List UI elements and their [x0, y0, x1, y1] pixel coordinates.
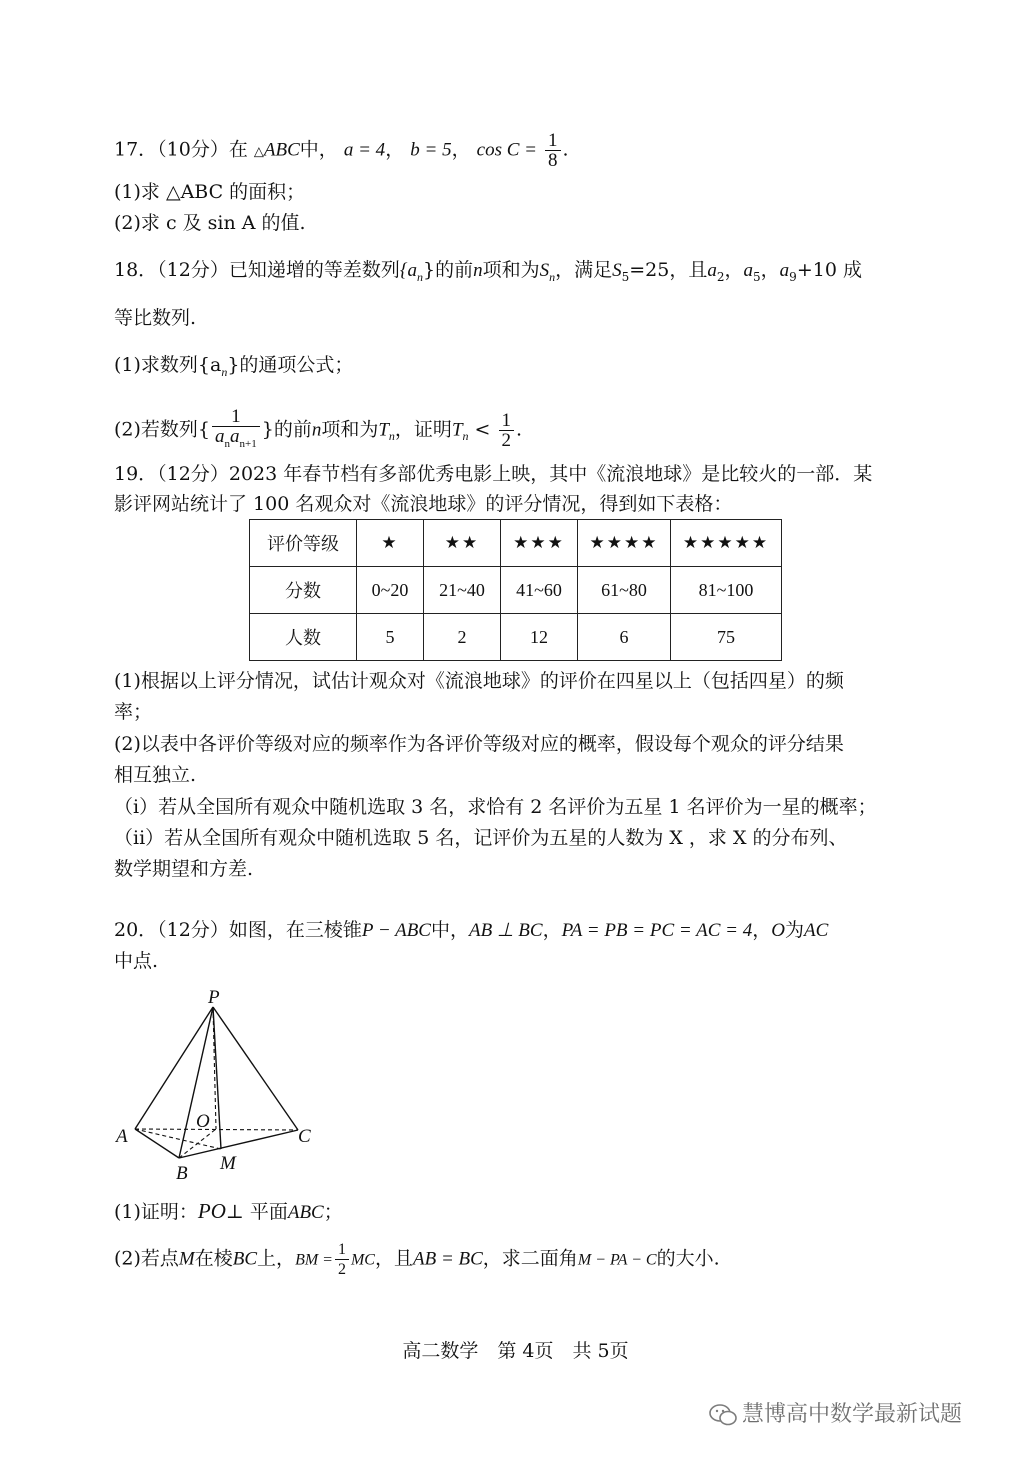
q19-line1: 19．（12分）2023 年春节档有多部优秀电影上映，其中《流浪地球》是比较火的一部．某: [114, 463, 873, 485]
q18-p2-text-d: ，证明: [394, 418, 452, 441]
q20-p1-text-a: (1)证明：: [114, 1201, 198, 1223]
q17-mid: 中，: [299, 138, 338, 161]
q18-p2-text-b: }的前: [261, 418, 312, 441]
q18-part1: [114, 351, 934, 386]
q18-p1-end: }的通项公式；: [227, 354, 354, 376]
table-cell: 12: [501, 614, 578, 661]
q19-part2-ii-a: （ii）若从全国所有观众中随机选取 5 名，记评价为五星的人数为 X ，求 X 的分布列、: [114, 827, 848, 849]
label-A: A: [116, 1126, 128, 1147]
q18-comma2: ，: [760, 259, 780, 281]
table-cell: 人数: [250, 614, 357, 661]
q18-n: n: [473, 260, 483, 281]
q18-text-e: =25，且: [629, 259, 708, 281]
table-cell: 0~20: [357, 567, 424, 614]
table-cell: 75: [671, 614, 782, 661]
q17-frac-num: 1: [545, 131, 561, 151]
q20-p2-abbc: AB = BC: [412, 1248, 483, 1270]
q20-perp: AB ⊥ BC: [469, 920, 543, 941]
q20-p2-angle: M − PA − C: [577, 1251, 657, 1269]
q18-seq-close: }: [422, 259, 436, 281]
pyramid-figure: [108, 985, 328, 1185]
q20-p2-bm: BM =: [295, 1251, 333, 1269]
table-cell: ★★★: [501, 520, 578, 567]
q18-p2-T2-sub: n: [462, 429, 469, 444]
q18-line1: [114, 256, 934, 291]
label-O: O: [196, 1111, 210, 1132]
q18-seq: {a: [399, 260, 417, 281]
table-cell: ★★★★: [578, 520, 671, 567]
q18-p2-half: [499, 411, 515, 450]
table-row-count: [250, 614, 782, 661]
q20-p2-fraction: [335, 1240, 349, 1279]
q20-text-c: ，: [542, 919, 562, 941]
q20-p2-text-a: (2)若点: [114, 1247, 179, 1270]
rating-table: [249, 519, 782, 661]
q20-p2-frac-num: 1: [335, 1240, 349, 1260]
watermark-text: 慧博高中数学最新试题: [742, 1402, 963, 1427]
q18-a2-sub: 2: [716, 269, 725, 284]
q20-line2: 中点.: [114, 950, 159, 972]
q19-part2-a: (2)以表中各评价等级对应的频率作为各评价等级对应的概率，假设每个观众的评分结果: [114, 733, 844, 755]
q20-head: 20．（12分）如图，在三棱锥: [114, 919, 362, 941]
q17-frac-den: 8: [548, 150, 558, 171]
q17-part2: (2)求 c 及 sin A 的值.: [114, 212, 306, 234]
q17-b-value: b = 5: [410, 139, 452, 161]
table-cell: 41~60: [501, 567, 578, 614]
label-M: M: [220, 1153, 236, 1174]
q18-p2-frac-den: [212, 427, 260, 454]
q17-line1: [114, 131, 934, 170]
q17-cos: cos C =: [476, 139, 537, 161]
table-cell: ★★: [424, 520, 501, 567]
q20-p2-text-c: 上，: [257, 1247, 296, 1270]
q20-text-b: 中，: [431, 919, 470, 941]
q17-sep2: ，: [451, 138, 471, 161]
q20-p2-text-f: 的大小.: [656, 1247, 720, 1270]
q18-S5: S: [612, 260, 622, 281]
q18-text-c: 项和为: [482, 259, 540, 281]
edge-PC: [213, 1007, 298, 1130]
q20-pyramid: P − ABC: [361, 920, 431, 941]
wechat-icon: [708, 1402, 738, 1428]
q19-part2-b: 相互独立.: [114, 764, 197, 786]
q18-p2-text-c: 项和为: [321, 418, 379, 441]
q18-a5: a: [743, 260, 754, 281]
label-C: C: [298, 1126, 311, 1147]
q20-part1: [114, 1197, 934, 1227]
q18-a2: a: [707, 260, 717, 281]
table-row-grade: [250, 520, 782, 567]
q18-p2-T: T: [378, 419, 389, 441]
watermark: [708, 1397, 962, 1428]
q18-p1-text: (1)求数列{a: [114, 354, 222, 376]
q18-p2-text-a: (2)若数列{: [114, 418, 211, 441]
q18-p1-sub: n: [221, 364, 228, 379]
q18-p2-fraction: [212, 407, 260, 454]
q18-S5-sub: 5: [621, 269, 630, 284]
triangle-symbol: △: [253, 144, 264, 160]
table-cell: 61~80: [578, 567, 671, 614]
q18-p2-den-a: a: [215, 426, 225, 447]
q19-part1-b: 率；: [114, 701, 153, 723]
q17-end: .: [562, 138, 569, 161]
q17-a-value: a = 4: [343, 139, 386, 161]
table-cell: 81~100: [671, 567, 782, 614]
q18-p2-end: .: [516, 418, 523, 441]
q20-O: O: [771, 920, 785, 941]
q18-p2-frac-num: 1: [212, 407, 260, 427]
q18-a5-sub: 5: [753, 269, 761, 284]
q18-p2-den-b: a: [230, 426, 240, 447]
q19-part2-ii-b: 数学期望和方差.: [114, 858, 254, 880]
q20-equality: PA = PB = PC = AC = 4: [561, 920, 753, 941]
table-cell: 2: [424, 614, 501, 661]
q18-S: S: [539, 260, 550, 281]
q17-abc: ABC: [263, 139, 300, 161]
q18-a9: a: [779, 260, 790, 281]
q18-comma1: ，: [724, 259, 744, 281]
table-cell: 5: [357, 614, 424, 661]
q18-p2-n: n: [311, 419, 322, 441]
table-cell: ★: [357, 520, 424, 567]
q17-part1: (1)求 △ABC 的面积；: [114, 181, 306, 203]
q20-p2-text-d: ，且: [374, 1247, 413, 1270]
q20-p2-mc: MC: [350, 1251, 375, 1269]
q17-fraction: [545, 131, 561, 170]
q18-p2-T2: T: [451, 419, 463, 441]
q20-p1-abc: ABC: [287, 1202, 324, 1223]
q20-part2: [114, 1240, 934, 1279]
q18-p2-T-sub: n: [388, 429, 395, 444]
segment-AM-dashed: [135, 1129, 221, 1149]
q20-p2-text-b: 在棱: [194, 1247, 233, 1270]
q18-p2-half-num: 1: [499, 411, 515, 431]
label-B: B: [176, 1163, 188, 1184]
q18-text-f: +10 成: [796, 259, 862, 281]
q18-head: 18．（12分）已知递增的等差数列: [114, 259, 400, 281]
q18-line2: 等比数列.: [114, 307, 197, 329]
q20-p2-BC: BC: [232, 1248, 258, 1270]
table-row-score: [250, 567, 782, 614]
table-cell: 21~40: [424, 567, 501, 614]
q17-head: 17．（10分）在: [114, 138, 248, 161]
q20-p2-frac-den: 2: [337, 1261, 346, 1278]
q18-p2-half-den: 2: [501, 429, 512, 451]
edge-AB: [135, 1129, 179, 1158]
q18-seq-sub: n: [416, 269, 423, 284]
q20-text-e: 为: [784, 919, 804, 941]
table-cell: 6: [578, 614, 671, 661]
page-footer: 高二数学 第 4页 共 5页: [402, 1340, 629, 1362]
q20-p1-po: PO: [197, 1199, 226, 1223]
q20-p2-text-e: ，求二面角: [482, 1247, 578, 1270]
q20-p2-M: M: [178, 1248, 195, 1270]
q18-text-d: ，满足: [555, 259, 613, 281]
q20-line1: [114, 916, 934, 945]
edge-AC-dashed: [135, 1129, 298, 1130]
q19-part1-a: (1)根据以上评分情况，试估计观众对《流浪地球》的评价在四星以上（包括四星）的频: [114, 670, 844, 692]
q18-S-sub: n: [549, 269, 556, 284]
q17-sep1: ，: [385, 138, 405, 161]
table-cell: 评价等级: [250, 520, 357, 567]
table-cell: 分数: [250, 567, 357, 614]
q19-line2: 影评网站统计了 100 名观众对《流浪地球》的评分情况，得到如下表格：: [114, 493, 733, 515]
table-cell: ★★★★★: [671, 520, 782, 567]
label-P: P: [208, 987, 220, 1008]
q18-text-b: 的前: [435, 259, 474, 281]
q18-p2-den-sub1: n: [224, 437, 231, 450]
q20-AC: AC: [803, 920, 829, 941]
q19-part2-i: （i）若从全国所有观众中随机选取 3 名，求恰有 2 名评价为五星 1 名评价为一星的概率；: [114, 796, 877, 818]
q18-p2-lt: <: [468, 418, 497, 441]
q20-p1-text-b: ⊥ 平面: [225, 1201, 288, 1223]
q20-text-d: ，: [752, 919, 772, 941]
q20-p1-end: ；: [323, 1201, 343, 1223]
q18-a9-sub: 9: [789, 269, 797, 284]
q18-part2: [114, 407, 934, 454]
q18-p2-den-sub2: n+1: [239, 437, 257, 450]
